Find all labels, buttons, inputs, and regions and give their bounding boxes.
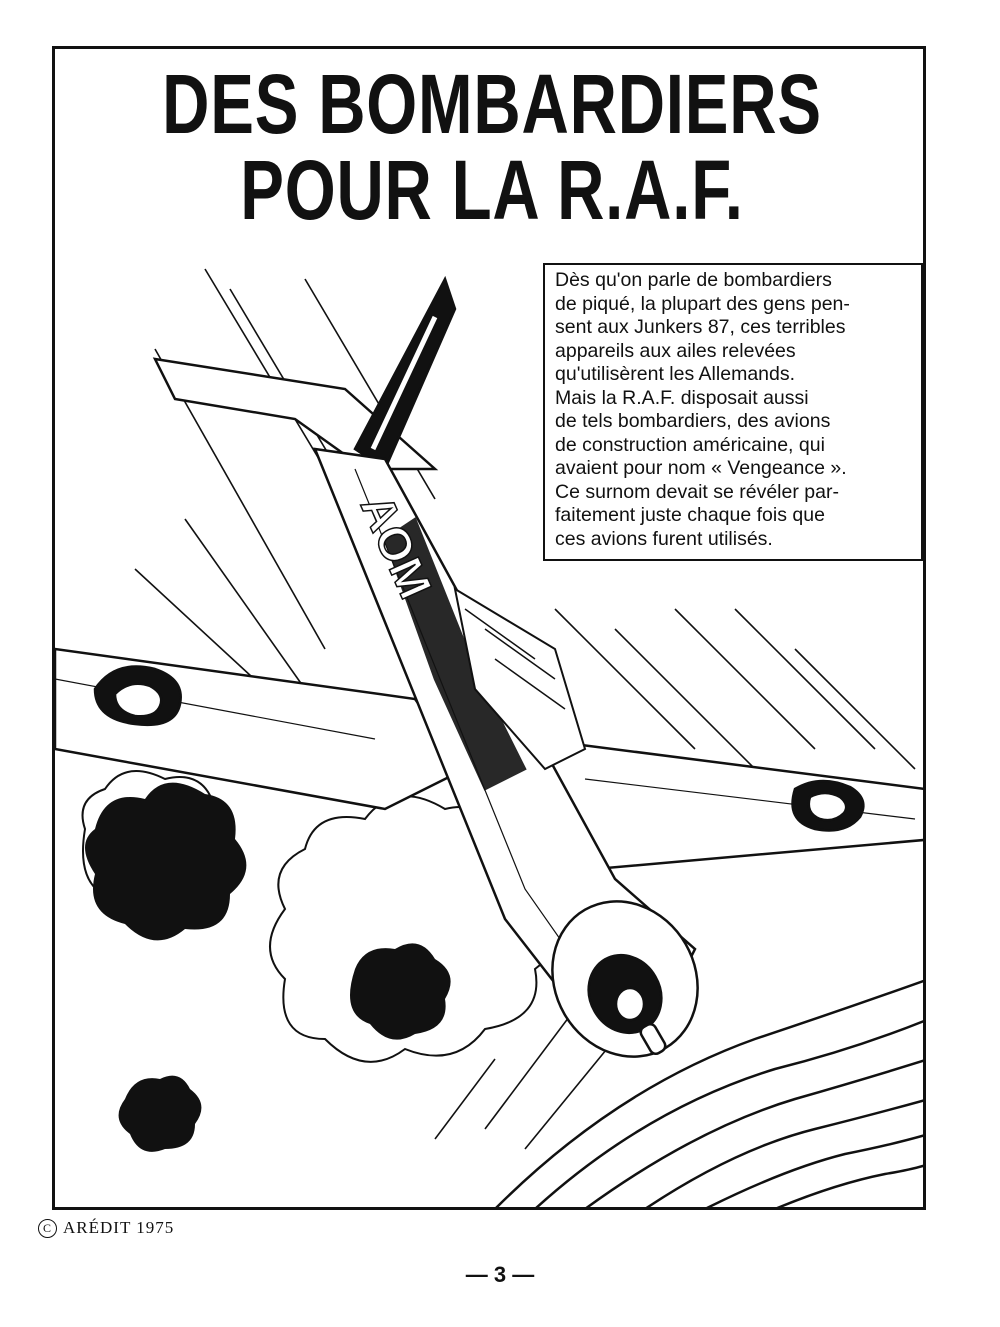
page-title bbox=[151, 57, 833, 237]
title-line-1: DES BOMBARDIERS bbox=[162, 57, 822, 151]
caption-line: Ce surnom devait se révéler par- bbox=[555, 480, 839, 503]
caption-line: appareils aux ailes relevées bbox=[555, 339, 796, 362]
caption-line: Dès qu'on parle de bombardiers bbox=[555, 269, 832, 291]
caption-line: de piqué, la plupart des gens pen- bbox=[555, 292, 850, 315]
caption-line: qu'utilisèrent les Allemands. bbox=[555, 363, 796, 385]
comic-panel bbox=[52, 46, 926, 1210]
caption-line: faitement juste chaque fois que bbox=[555, 504, 825, 526]
terrain bbox=[495, 979, 926, 1209]
tail bbox=[155, 279, 455, 469]
caption-line: ces avions furent utilisés. bbox=[555, 527, 773, 550]
caption-line: de construction américaine, qui bbox=[555, 433, 825, 456]
caption-box bbox=[543, 263, 923, 561]
title-line-2: POUR LA R.A.F. bbox=[240, 143, 744, 237]
fuselage-code: AOM bbox=[350, 486, 443, 607]
copyright-notice bbox=[38, 1218, 174, 1238]
copyright-text: ARÉDIT 1975 bbox=[63, 1218, 175, 1237]
caption-line: Mais la R.A.F. disposait aussi bbox=[555, 386, 809, 409]
caption-line: de tels bombardiers, des avions bbox=[555, 410, 831, 432]
caption-line: sent aux Junkers 87, ces terribles bbox=[555, 316, 846, 338]
page-number: — 3 — bbox=[465, 1262, 535, 1287]
caption-line: avaient pour nom « Vengeance ». bbox=[555, 457, 847, 479]
copyright-icon: C bbox=[38, 1219, 57, 1238]
